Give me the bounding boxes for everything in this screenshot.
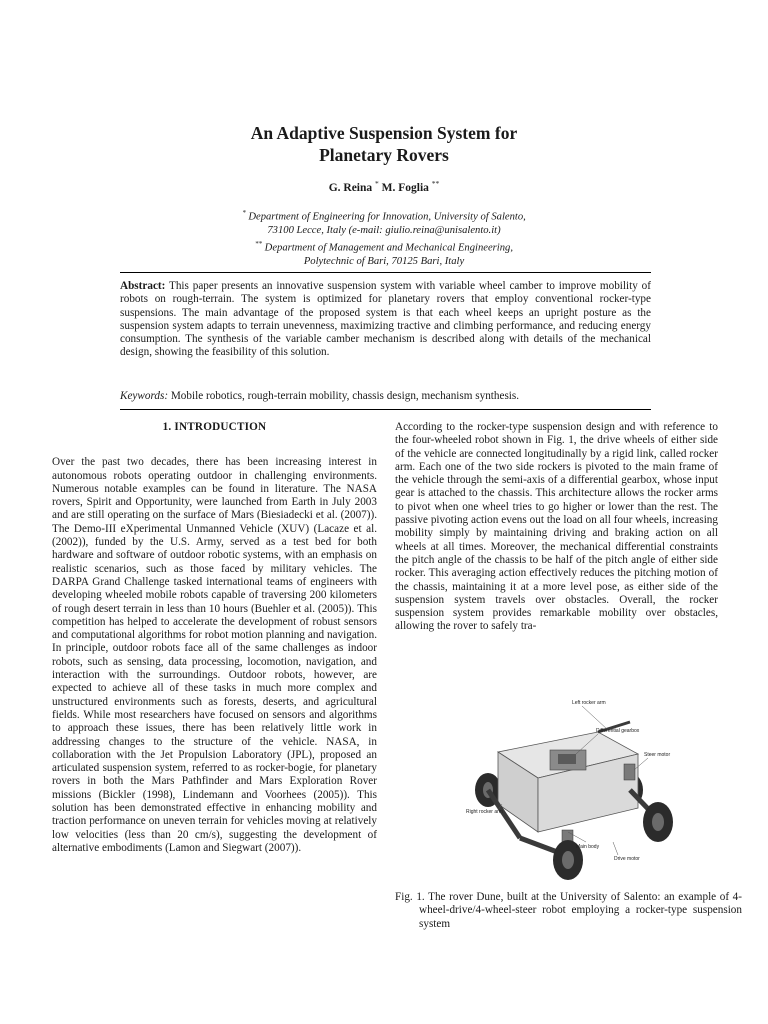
figure-caption: Fig. 1. The rover Dune, built at the University of Salento: an example of 4-wheel-drive/4-wheel-steer robot employing a rocker-type suspension system [395,891,742,930]
keywords-text: Mobile robotics, rough-terrain mobility, chassis design, mechanism synthesis. [168,390,520,402]
abstract [120,280,651,360]
label-left-rocker-arm: Left rocker arm [572,700,606,706]
affiliation-line: * Department of Engineering for Innovation, University of Salento, [242,209,526,223]
label-differential-gearbox: Differential gearbox [596,728,640,734]
affiliation-mark: ** [431,179,440,188]
abstract-top-rule [120,272,651,273]
rocker-suspension-paragraph: According to the rocker-type suspension design and with reference to the four-wheeled robot shown in Fig. 1, the drive wheels of either side of the vehicle are connected longitudinally by a rigid link, called rocker arm. Each one of the two side rockers is pivoted to the main frame of the vehicle through the semi-axis of a differential gearbox, whose input gear is attached to the chassis. This architecture allows the rocker arms to pivot when one wheel tries to go higher or lower than the rest. The passive pivoting action evens out the load on all four wheels, increasing mobility simply by maintaining driving and braking action on all wheels at all times. Moreover, the mechanical differential constraints the pitch angle of the chassis to be half of the pitch angle of either side rocker. This averaging action effectively reduces the pitching motion of the chassis, maintaining it at a more level pose, as either side of the suspension system travels over obstacles. Overall, the rocker suspension system provides remarkable mobility over obstacles, allowing the rover to safely tra- [395,421,718,633]
abstract-bottom-rule [120,409,651,410]
intro-paragraph: Over the past two decades, there has been increasing interest in autonomous robots operating outdoor in challenging environments. Numerous notable examples can be found in literature. The NASA rovers, Spirit and Opportunity, were launched from Earth in July 2003 and are still operating on the surface of Mars (Biesiadecki et al. (2007)). The Demo-III eXperimental Unmanned Vehicle (XUV) (Lacaze et al. (2002)), funded by the U.S. Army, served as a test bed for both hardware and software of outdoor robotic systems, with an emphasis on realistic scenarios, such as those faced by military vehicles. The DARPA Grand Challenge tasked international teams of engineers with developing wheeled mobile robots capable of traversing 200 kilometers of rough desert terrain in less than 10 hours (Buehler et al. (2005)). This competition has helped to accelerate the development of robust sensors and computational algorithms for robot motion planning and navigation. In principle, outdoor robots face all of the same challenges as indoor robots, such as sensing, data processing, locomotion, navigation, and interaction with the surroundings. Outdoor robots, however, are expected to achieve all of these tasks in much more complex and unstructured environments such as forests, deserts, and agricultural fields. While most researchers have focused on sensors and algorithms to approach these issues, there has been relatively little work in addressing changes to the structure of the vehicle. NASA, in collaboration with the Jet Propulsion Laboratory (JPL), proposed an articulated suspension system, referred to as rocker-bogie, for planetary rovers in both the Mars Pathfinder and Mars Exploration Rover missions (Bickler (1998), Lindemann and Voorhees (2005)). This solution has been demonstrated effective in enhancing mobility and traction performance on uneven terrain for vehicles moving at relatively low velocities (less than 20 cm/s), suggesting the development of alternative embodiments (Lamon and Siegwart (2007)). [52,456,377,854]
paper-title-line-2: Planetary Rovers [319,145,449,165]
left-column [52,421,377,855]
label-drive-motor: Drive motor [614,856,640,862]
right-column [395,421,718,634]
keywords-label: Keywords: [120,390,169,402]
affiliation-line: Polytechnic of Bari, 70125 Bari, Italy [303,255,465,267]
steer-motor [624,764,635,780]
rover-figure [458,692,713,892]
label-main-body: Main body [576,844,600,850]
author-name: M. Foglia [381,181,429,194]
label-steer-motor: Steer motor [644,752,671,758]
section-heading-introduction: 1. INTRODUCTION [162,421,267,433]
paper-title-line-1: An Adaptive Suspension System for [250,123,518,143]
affiliation-line: 73100 Lecce, Italy (e-mail: giulio.reina@unisalento.it) [267,225,501,237]
affiliation-mark: * [242,209,246,217]
affiliation-mark: ** [255,239,263,248]
author-name: G. Reina [328,181,373,194]
affiliation-mark: * [375,179,379,188]
abstract-label: Abstract: [120,280,166,292]
label-right-rocker-arm: Right rocker arm [466,809,503,815]
keywords [120,390,651,403]
affiliation-line: ** Department of Management and Mechanical Engineering, [255,239,513,254]
affiliations [0,207,768,268]
abstract-text: This paper presents an innovative suspension system with variable wheel camber to improve mobility of robots on rough-terrain. The system is optimized for planetary rovers that employ conventional rocker-type suspensions. The main advantage of the proposed system is that each wheel keeps an upright posture as the suspension system adapts to terrain unevenness, maximizing tractive and climbing performance, and reducing energy consumption. The synthesis of the variable camber mechanism is described along with details of the mechanical design, showing the feasibility of this solution. [120,280,651,359]
author-list [0,179,768,194]
paper-title [0,122,768,166]
